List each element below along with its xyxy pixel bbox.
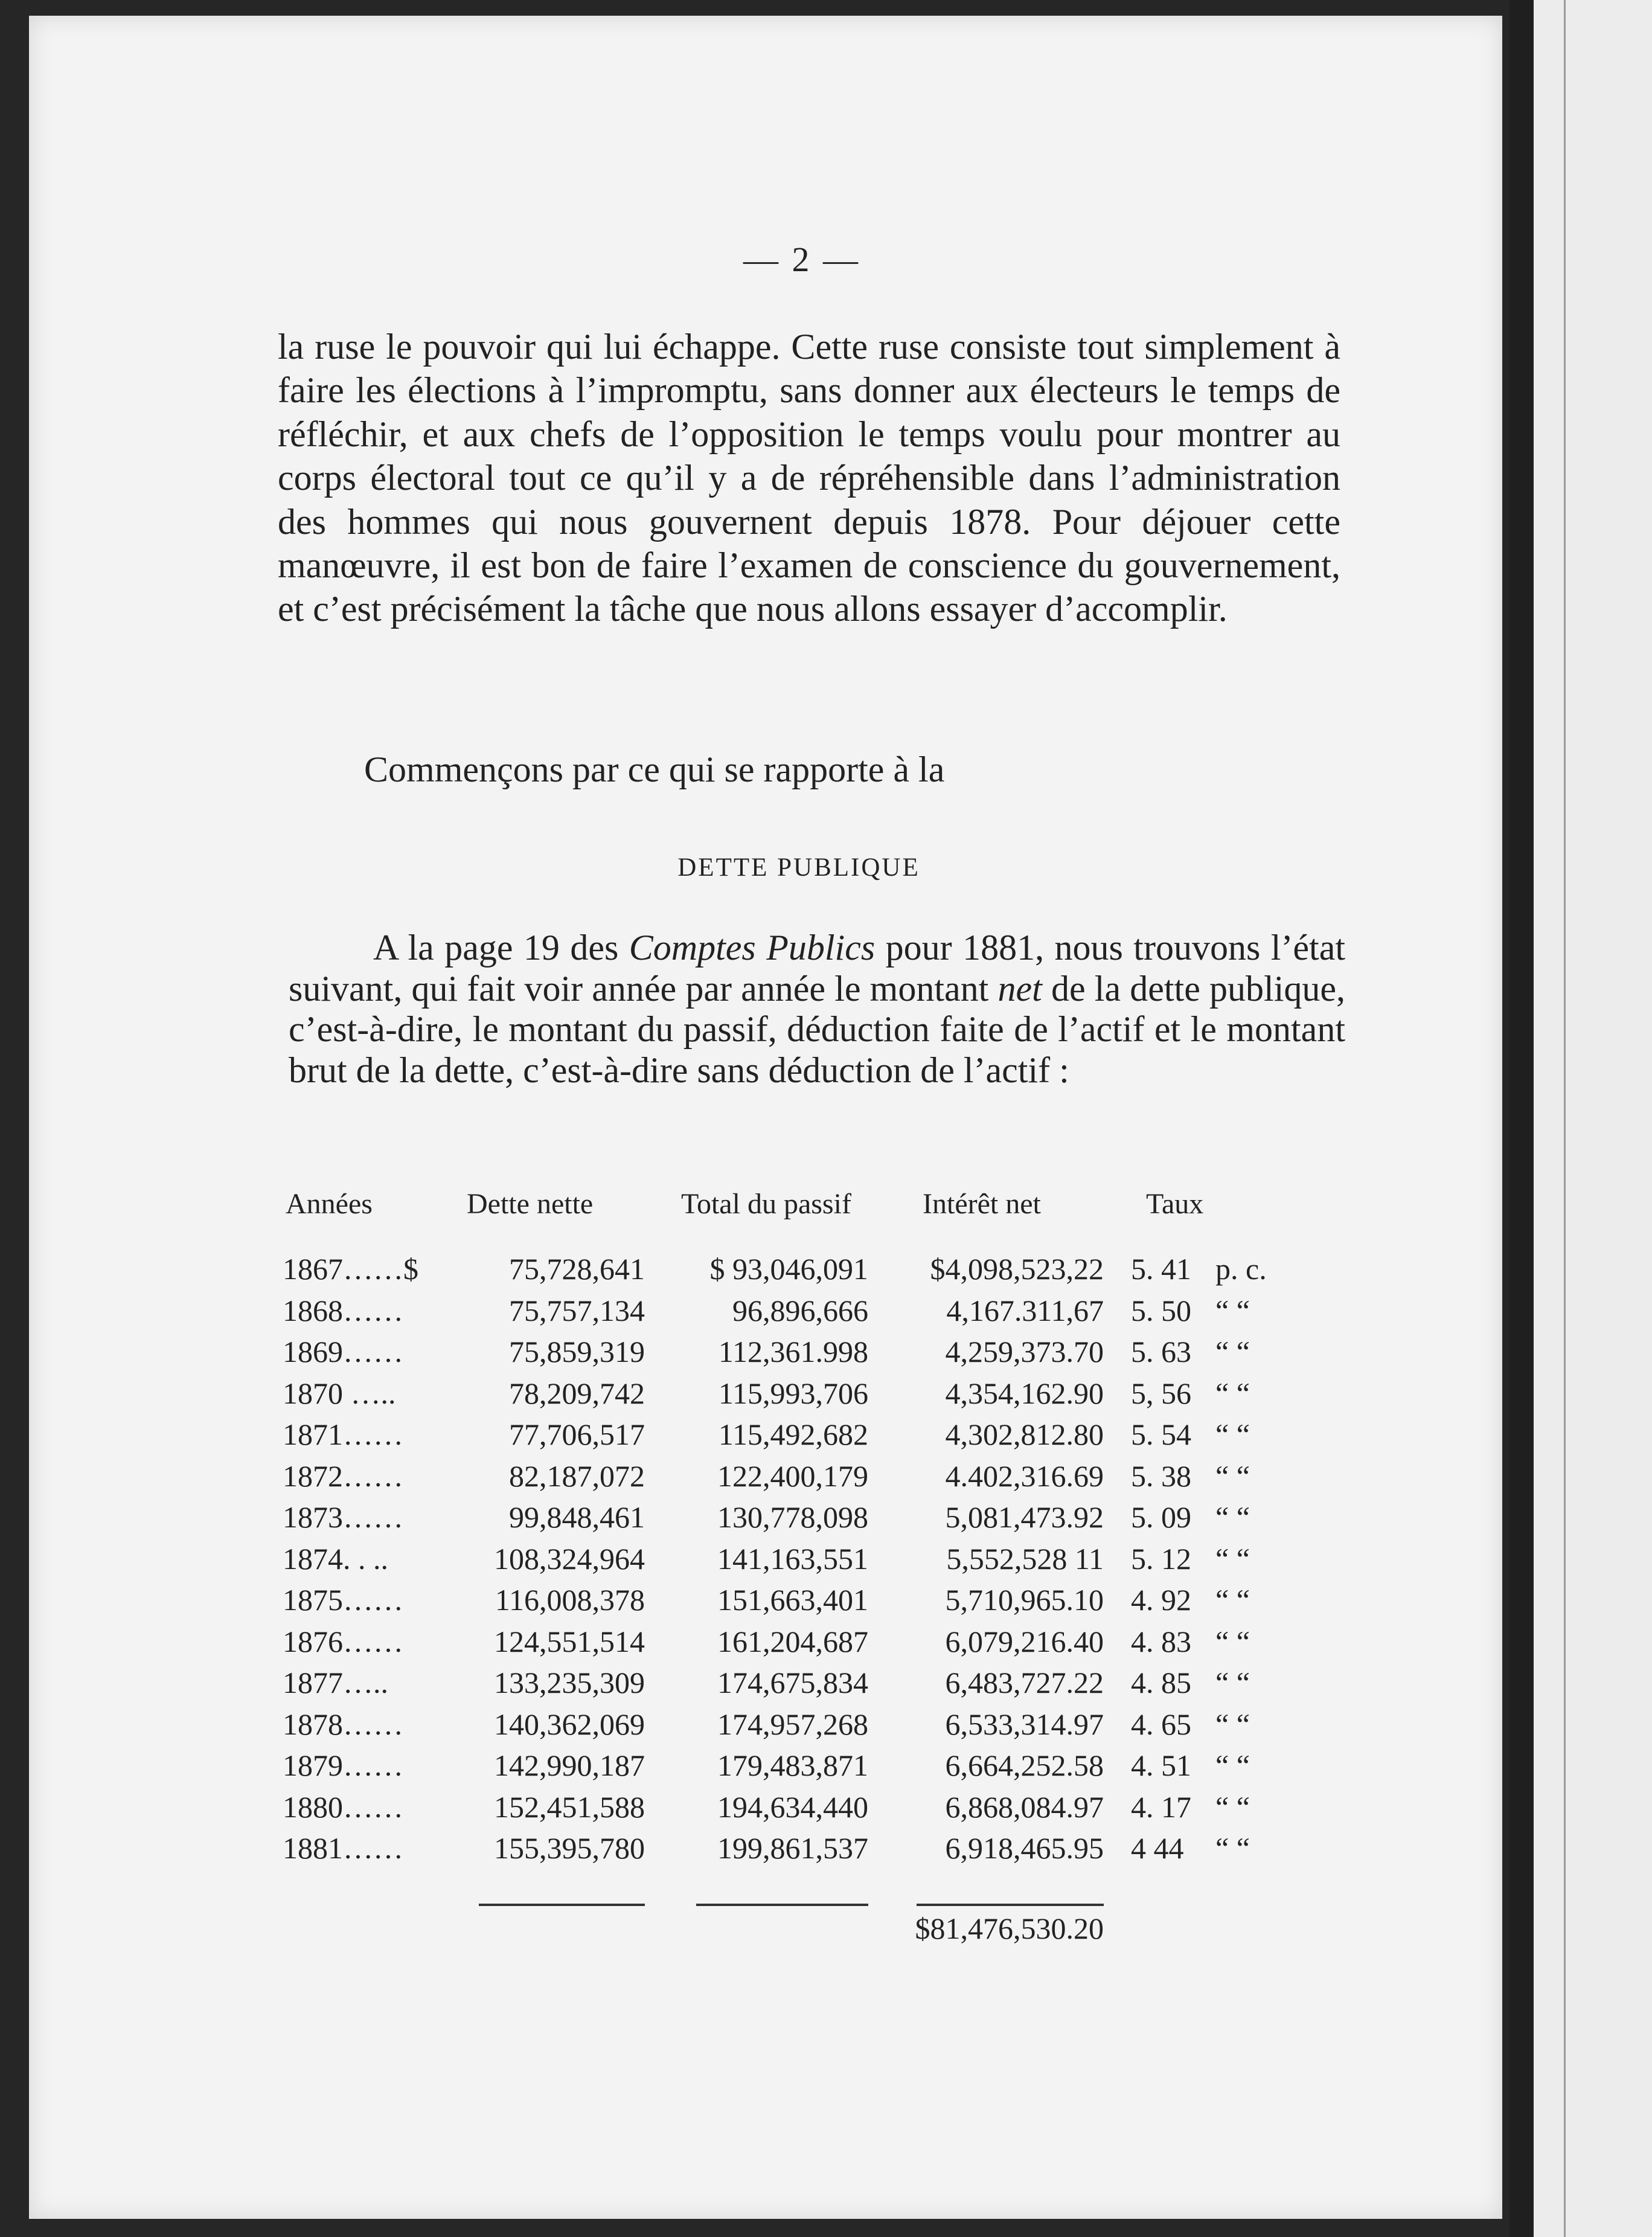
row-rate: 4 44 xyxy=(1131,1831,1184,1865)
table-row xyxy=(29,1831,1502,1872)
row-year: 1872…… xyxy=(283,1459,403,1493)
row-total-liabilities: 174,957,268 xyxy=(717,1707,868,1741)
table-row xyxy=(29,1582,1502,1623)
header-years: Années xyxy=(286,1188,373,1220)
row-rate-unit: “ “ xyxy=(1215,1624,1250,1658)
row-rate: 4. 65 xyxy=(1131,1707,1191,1741)
row-rate-unit: “ “ xyxy=(1215,1831,1250,1865)
intro-line: Commençons par ce qui se rapporte à la xyxy=(364,749,945,789)
row-rate-unit: “ “ xyxy=(1215,1707,1250,1741)
row-rate-unit: “ “ xyxy=(1215,1293,1250,1327)
row-net-debt: 82,187,072 xyxy=(509,1459,645,1493)
paragraph-2 xyxy=(289,928,1345,1091)
row-total-liabilities: 115,993,706 xyxy=(718,1376,868,1410)
row-year: 1880…… xyxy=(283,1789,403,1824)
header-net-interest: Intérêt net xyxy=(923,1188,1041,1220)
row-net-debt: 78,209,742 xyxy=(509,1376,645,1410)
row-year: 1874. . .. xyxy=(283,1541,388,1576)
table-row xyxy=(29,1459,1502,1500)
table-row xyxy=(29,1500,1502,1541)
row-rate: 5, 56 xyxy=(1131,1376,1191,1410)
row-rate: 4. 92 xyxy=(1131,1583,1191,1617)
page-number: — 2 — xyxy=(743,240,860,279)
row-rate-unit: “ “ xyxy=(1215,1417,1250,1451)
row-net-debt: 75,757,134 xyxy=(509,1293,645,1327)
table-row xyxy=(29,1417,1502,1458)
row-rate: 5. 38 xyxy=(1131,1459,1191,1493)
row-rate: 5. 41 xyxy=(1131,1252,1191,1286)
document-page xyxy=(29,16,1502,2219)
table-row xyxy=(29,1334,1502,1375)
row-net-debt: 116,008,378 xyxy=(495,1583,645,1617)
row-rate: 4. 85 xyxy=(1131,1666,1191,1699)
row-total-liabilities: 115,492,682 xyxy=(718,1417,868,1451)
row-rate: 4. 83 xyxy=(1131,1624,1191,1658)
row-net-debt: 124,551,514 xyxy=(494,1624,645,1658)
row-total-liabilities: 130,778,098 xyxy=(717,1500,868,1534)
table-row xyxy=(29,1251,1502,1292)
row-rate: 5. 09 xyxy=(1131,1500,1191,1534)
facing-page xyxy=(1534,0,1652,2237)
row-total-liabilities: $ 93,046,091 xyxy=(709,1252,868,1286)
table-row xyxy=(29,1293,1502,1334)
row-rate: 5. 12 xyxy=(1131,1541,1191,1576)
row-year: 1877….. xyxy=(283,1666,388,1699)
row-rate-unit: “ “ xyxy=(1215,1376,1250,1410)
row-net-debt: 142,990,187 xyxy=(494,1748,645,1782)
row-total-liabilities: 122,400,179 xyxy=(717,1459,868,1493)
row-rate: 5. 63 xyxy=(1131,1335,1191,1369)
row-rate-unit: “ “ xyxy=(1215,1748,1250,1782)
row-rate-unit: “ “ xyxy=(1215,1459,1250,1493)
header-total-liabilities: Total du passif xyxy=(681,1188,851,1220)
row-year: 1875…… xyxy=(283,1583,403,1617)
row-rate-unit: “ “ xyxy=(1215,1666,1250,1699)
row-total-liabilities: 199,861,537 xyxy=(717,1831,868,1865)
header-rate: Taux xyxy=(1146,1188,1204,1220)
row-rate: 4. 17 xyxy=(1131,1789,1191,1824)
paragraph-2-part-3: de la dette publique, c’est-à-dire, le montant du passif, déduction faite de l’actif et le montant brut de la dette, c’est-à-dire sans déduction de l’actif : xyxy=(289,968,1345,1090)
row-rate-unit: “ “ xyxy=(1215,1789,1250,1824)
row-net-interest: 6,079,216.40 xyxy=(945,1624,1104,1658)
table-row xyxy=(29,1376,1502,1417)
row-year: 1881…… xyxy=(283,1831,403,1865)
row-rate-unit: p. c. xyxy=(1215,1252,1267,1286)
row-total-liabilities: 112,361.998 xyxy=(718,1335,868,1369)
row-net-interest: 5,081,473.92 xyxy=(945,1500,1104,1534)
row-year: 1867……$ xyxy=(283,1252,418,1286)
row-net-interest: 6,483,727.22 xyxy=(945,1666,1104,1699)
row-net-debt: 77,706,517 xyxy=(509,1417,645,1451)
facing-page-edge xyxy=(1564,0,1566,2237)
row-net-interest: 6,918,465.95 xyxy=(945,1831,1104,1865)
row-total-liabilities: 194,634,440 xyxy=(717,1789,868,1824)
row-year: 1871…… xyxy=(283,1417,403,1451)
table-row xyxy=(29,1707,1502,1748)
paragraph-2-part-2: pour 1881, nous trouvons l’état suivant, qui fait voir année par année le montant xyxy=(289,928,1345,1009)
row-net-interest: 6,533,314.97 xyxy=(945,1707,1104,1741)
total-rule-interest xyxy=(917,1904,1104,1906)
row-rate-unit: “ “ xyxy=(1215,1541,1250,1576)
table-row xyxy=(29,1541,1502,1582)
row-year: 1869…… xyxy=(283,1335,403,1369)
table-row xyxy=(29,1748,1502,1789)
row-net-interest: 4,259,373.70 xyxy=(945,1335,1104,1369)
row-total-liabilities: 141,163,551 xyxy=(717,1541,868,1576)
row-year: 1873…… xyxy=(283,1500,403,1534)
row-net-interest: 4,354,162.90 xyxy=(945,1376,1104,1410)
row-year: 1878…… xyxy=(283,1707,403,1741)
interest-total: $81,476,530.20 xyxy=(915,1911,1104,1945)
paragraph-2-italic-2: net xyxy=(997,968,1042,1009)
paragraph-2-italic-1: Comptes Publics xyxy=(629,928,876,968)
row-net-debt: 99,848,461 xyxy=(509,1500,645,1534)
section-title: DETTE PUBLIQUE xyxy=(677,853,920,882)
row-net-interest: 6,664,252.58 xyxy=(945,1748,1104,1782)
row-net-debt: 133,235,309 xyxy=(494,1666,645,1699)
table-row xyxy=(29,1789,1502,1831)
row-rate-unit: “ “ xyxy=(1215,1500,1250,1534)
row-net-interest: 4,167.311,67 xyxy=(946,1293,1104,1327)
row-total-liabilities: 151,663,401 xyxy=(717,1583,868,1617)
header-net-debt: Dette nette xyxy=(467,1188,594,1220)
row-net-interest: 5,710,965.10 xyxy=(945,1583,1104,1617)
table-row xyxy=(29,1624,1502,1665)
row-net-debt: 140,362,069 xyxy=(494,1707,645,1741)
row-net-debt: 108,324,964 xyxy=(494,1541,645,1576)
row-net-interest: 4,302,812.80 xyxy=(945,1417,1104,1451)
row-total-liabilities: 174,675,834 xyxy=(717,1666,868,1699)
row-net-debt: 155,395,780 xyxy=(494,1831,645,1865)
row-year: 1870 ….. xyxy=(283,1376,396,1410)
row-total-liabilities: 179,483,871 xyxy=(717,1748,868,1782)
row-year: 1876…… xyxy=(283,1624,403,1658)
row-year: 1868…… xyxy=(283,1293,403,1327)
row-total-liabilities: 161,204,687 xyxy=(717,1624,868,1658)
row-total-liabilities: 96,896,666 xyxy=(732,1293,868,1327)
row-net-debt: 75,859,319 xyxy=(509,1335,645,1369)
paragraph-1: la ruse le pouvoir qui lui échappe. Cette ruse consiste tout simplement à faire les élections à l’impromptu, sans donner aux électeurs le temps de réfléchir, et aux chefs de l’opposition le temps voulu pour montrer au corps électoral tout ce qu’il y a de répréhensible dans l’administration des hommes qui nous gouvernent depuis 1878. Pour déjouer cette manœuvre, il est bon de faire l’examen de conscience du gouvernement, et c’est précisément la tâche que nous allons essayer d’accomplir. xyxy=(278,327,1340,629)
row-net-interest: 5,552,528 11 xyxy=(946,1541,1104,1576)
row-net-interest: $4,098,523,22 xyxy=(930,1252,1104,1286)
row-net-debt: 75,728,641 xyxy=(509,1252,645,1286)
row-net-interest: 6,868,084.97 xyxy=(945,1789,1104,1824)
row-net-debt: 152,451,588 xyxy=(494,1789,645,1824)
total-rule-net xyxy=(479,1904,645,1906)
binding-shadow xyxy=(1510,0,1534,2237)
row-rate-unit: “ “ xyxy=(1215,1335,1250,1369)
row-rate: 4. 51 xyxy=(1131,1748,1191,1782)
total-rule-total xyxy=(696,1904,868,1906)
row-year: 1879…… xyxy=(283,1748,403,1782)
paragraph-2-part-1: A la page 19 des xyxy=(373,928,629,968)
row-rate-unit: “ “ xyxy=(1215,1583,1250,1617)
row-net-interest: 4.402,316.69 xyxy=(945,1459,1104,1493)
table-row xyxy=(29,1665,1502,1706)
row-rate: 5. 54 xyxy=(1131,1417,1191,1451)
row-rate: 5. 50 xyxy=(1131,1293,1191,1327)
